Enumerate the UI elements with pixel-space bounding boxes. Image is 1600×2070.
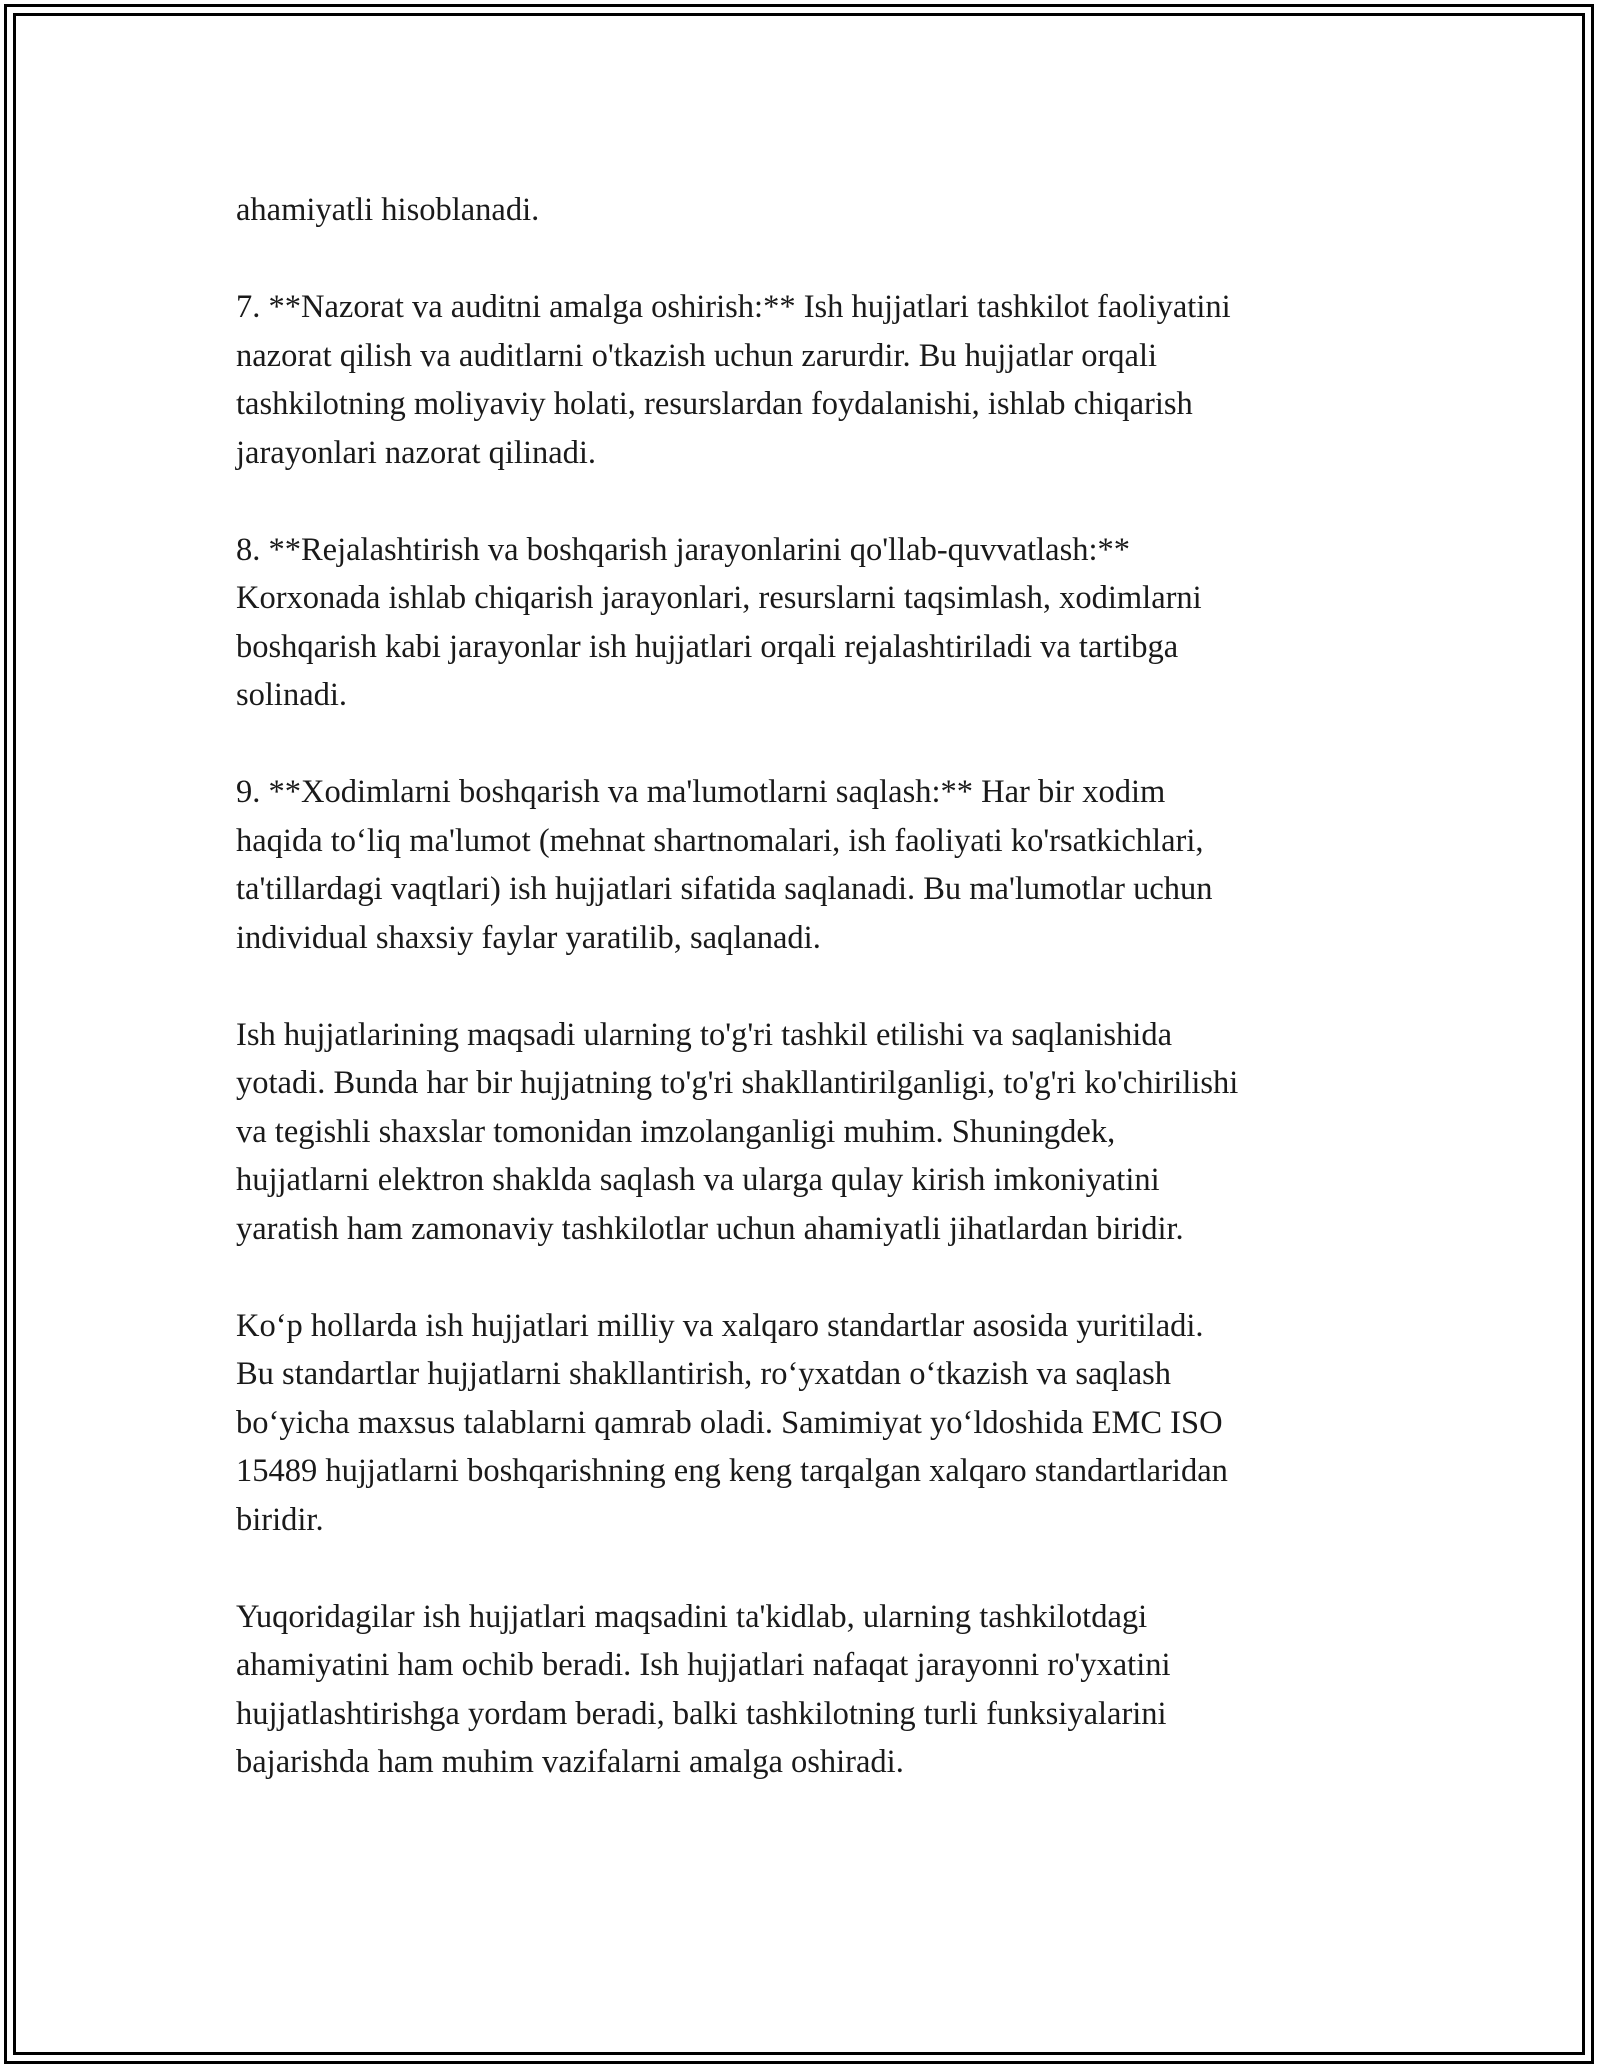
text-line: Yuqoridagilar ish hujjatlari maqsadini ta'kidlab, ularning tashkilotdagi (236, 1598, 1148, 1635)
text-line: yotadi. Bunda har bir hujjatning to'g'ri shakllantirilganligi, to'g'ri ko'chirilishi (236, 1065, 1239, 1101)
paragraph-conclusion (236, 1593, 1376, 1787)
text-line: hujjatlarni elektron shaklda saqlash va ularga qulay kirish imkoniyatini (236, 1162, 1160, 1198)
paragraph-item-9 (236, 768, 1376, 962)
text-line: Ish hujjatlarining maqsadi ularning to'g'ri tashkil etilishi va saqlanishida (236, 1016, 1172, 1053)
text-line: Ko‘p hollarda ish hujjatlari milliy va xalqaro standartlar asosida yuritiladi. (236, 1307, 1204, 1344)
text-line: tashkilotning moliyaviy holati, resurslardan foydalanishi, ishlab chiqarish (236, 386, 1193, 422)
text-line: biridir. (236, 1501, 324, 1538)
text-line: 8. **Rejalashtirish va boshqarish jarayonlarini qo'llab-quvvatlash:** (236, 531, 1131, 568)
text-line: boshqarish kabi jarayonlar ish hujjatlari orqali rejalashtiriladi va tartibga (236, 628, 1179, 665)
text-line: haqida to‘liq ma'lumot (mehnat shartnomalari, ish faoliyati ko'rsatkichlari, (236, 822, 1204, 859)
text-line: ta'tillardagi vaqtlari) ish hujjatlari sifatida saqlanadi. Bu ma'lumotlar uchun (236, 871, 1213, 907)
paragraph-standards (236, 1302, 1376, 1545)
text-line: 9. **Xodimlarni boshqarish va ma'lumotlarni saqlash:** Har bir xodim (236, 774, 1166, 810)
text-line: yaratish ham zamonaviy tashkilotlar uchun ahamiyatli jihatlardan biridir. (236, 1210, 1184, 1247)
text-line: solinadi. (236, 677, 348, 713)
text-line: nazorat qilish va auditlarni o'tkazish uchun zarurdir. Bu hujjatlar orqali (236, 337, 1157, 374)
text-line: Bu standartlar hujjatlarni shakllantirish, ro‘yxatdan o‘tkazish va saqlash (236, 1356, 1172, 1392)
text-line: va tegishli shaxslar tomonidan imzolanganligi muhim. Shuningdek, (236, 1113, 1116, 1150)
paragraph-item-8 (236, 526, 1376, 720)
text-line: 7. **Nazorat va auditni amalga oshirish:** Ish hujjatlari tashkilot faoliyatini (236, 289, 1231, 325)
text-line: 15489 hujjatlarni boshqarishning eng keng tarqalgan xalqaro standartlaridan (236, 1453, 1228, 1489)
text-line: jarayonlari nazorat qilinadi. (236, 434, 597, 471)
text-line: individual shaxsiy faylar yaratilib, saqlanadi. (236, 919, 821, 956)
text-line: bo‘yicha maxsus talablarni qamrab oladi. Samimiyat yo‘ldoshida EMC ISO (236, 1404, 1223, 1441)
text-line: hujjatlashtirishga yordam beradi, balki tashkilotning turli funksiyalarini (236, 1695, 1167, 1732)
text-line: ahamiyatli hisoblanadi. (236, 192, 540, 228)
paragraph-purpose (236, 1011, 1376, 1254)
text-line: Korxonada ishlab chiqarish jarayonlari, resurslarni taqsimlash, xodimlarni (236, 580, 1202, 616)
paragraph-item-7 (236, 283, 1376, 477)
document-body (236, 186, 1376, 1835)
paragraph-continuation (236, 186, 1376, 235)
text-line: bajarishda ham muhim vazifalarni amalga oshiradi. (236, 1744, 904, 1780)
text-line: ahamiyatini ham ochib beradi. Ish hujjatlari nafaqat jarayonni ro'yxatini (236, 1647, 1171, 1683)
